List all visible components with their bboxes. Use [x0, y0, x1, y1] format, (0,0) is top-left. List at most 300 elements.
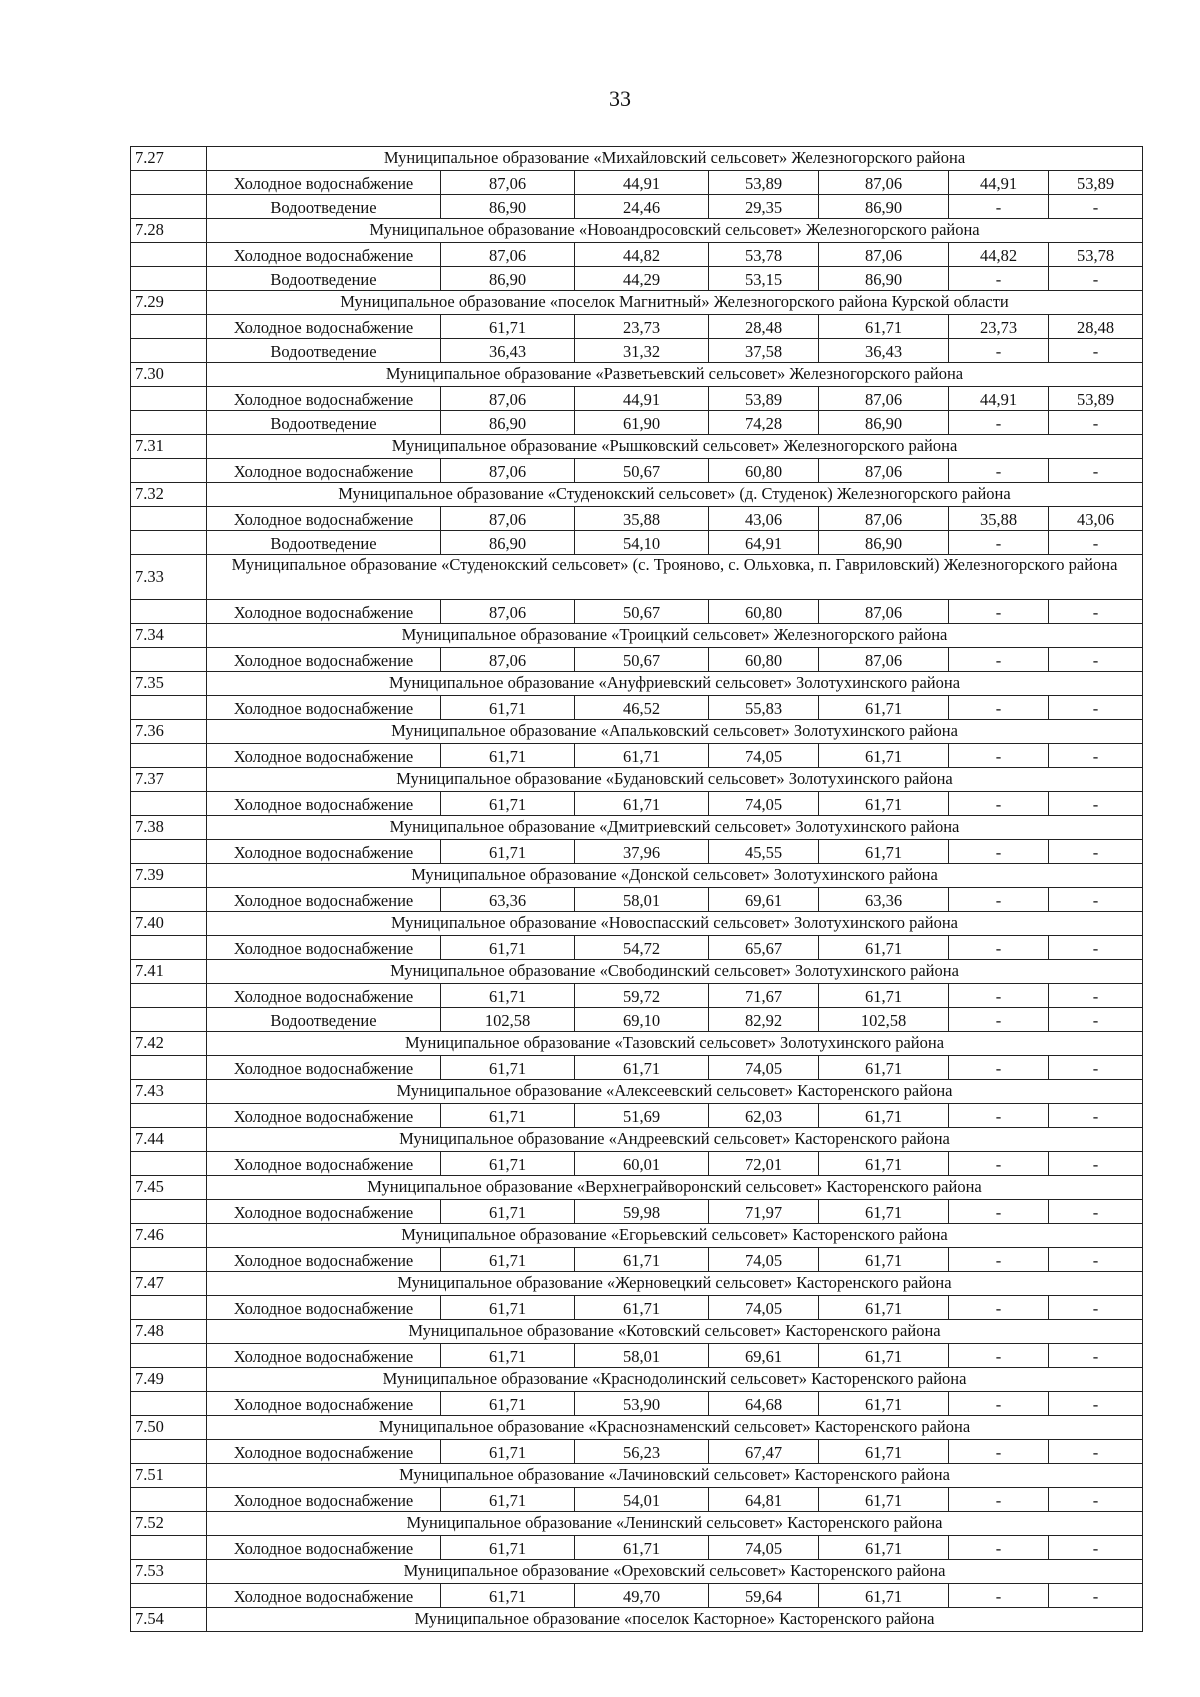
tariff-value: 87,06 [819, 507, 949, 531]
tariff-value: 60,80 [709, 600, 819, 624]
service-name: Водоотведение [207, 267, 441, 291]
page-number: 33 [609, 86, 631, 111]
tariff-value: 61,71 [575, 744, 709, 768]
code-cell-empty [131, 840, 207, 864]
tariff-value: 87,06 [441, 507, 575, 531]
table-row [131, 243, 1143, 267]
tariff-value: 61,71 [819, 1536, 949, 1560]
service-name: Холодное водоснабжение [207, 507, 441, 531]
tariff-value: 59,98 [575, 1200, 709, 1224]
tariff-value: - [949, 1248, 1049, 1272]
section-header-row [131, 672, 1143, 696]
tariff-value: 65,67 [709, 936, 819, 960]
tariff-value: - [949, 696, 1049, 720]
tariff-value: 61,71 [819, 744, 949, 768]
section-header-row [131, 1032, 1143, 1056]
section-code: 7.53 [131, 1560, 207, 1584]
section-header-row [131, 1416, 1143, 1440]
tariff-value: 44,91 [575, 171, 709, 195]
section-title: Муниципальное образование «Донской сельсовет» Золотухинского района [207, 864, 1143, 888]
tariff-value: 61,71 [819, 1248, 949, 1272]
tariff-value: - [949, 792, 1049, 816]
tariff-value: 62,03 [709, 1104, 819, 1128]
tariff-value: 86,90 [819, 195, 949, 219]
code-cell-empty [131, 267, 207, 291]
table-row [131, 1200, 1143, 1224]
tariff-value: 61,71 [575, 1056, 709, 1080]
section-code: 7.50 [131, 1416, 207, 1440]
tariff-value: - [949, 1104, 1049, 1128]
tariff-value: 36,43 [441, 339, 575, 363]
tariff-value: 61,71 [575, 792, 709, 816]
tariff-value: 61,71 [441, 1344, 575, 1368]
service-name: Холодное водоснабжение [207, 1344, 441, 1368]
tariff-value: 60,80 [709, 459, 819, 483]
table-row [131, 648, 1143, 672]
tariff-value: 58,01 [575, 888, 709, 912]
table-row [131, 1104, 1143, 1128]
tariff-value: - [1049, 1344, 1143, 1368]
section-header-row [131, 1272, 1143, 1296]
tariff-value: 61,71 [441, 1104, 575, 1128]
tariff-value: 61,71 [441, 1296, 575, 1320]
tariff-value: 63,36 [441, 888, 575, 912]
section-title: Муниципальное образование «Егорьевский сельсовет» Касторенского района [207, 1224, 1143, 1248]
section-header-row [131, 1080, 1143, 1104]
tariff-value: 74,05 [709, 792, 819, 816]
tariff-value: - [1049, 936, 1143, 960]
tariff-value: 61,71 [819, 1392, 949, 1416]
tariff-value: 87,06 [819, 243, 949, 267]
section-title: Муниципальное образование «Студенокский сельсовет» (д. Студенок) Железногорского района [207, 483, 1143, 507]
tariff-value: 31,32 [575, 339, 709, 363]
section-title: Муниципальное образование «Верхнеграйворонский сельсовет» Касторенского района [207, 1176, 1143, 1200]
tariff-value: 61,71 [819, 840, 949, 864]
section-code: 7.54 [131, 1608, 207, 1632]
tariff-value: 61,71 [819, 1104, 949, 1128]
tariff-value: 50,67 [575, 459, 709, 483]
code-cell-empty [131, 1440, 207, 1464]
tariff-value: 61,71 [575, 1296, 709, 1320]
tariff-value: - [949, 936, 1049, 960]
tariff-value: - [1049, 984, 1143, 1008]
tariff-value: - [1049, 888, 1143, 912]
section-code: 7.36 [131, 720, 207, 744]
service-name: Холодное водоснабжение [207, 1440, 441, 1464]
service-name: Холодное водоснабжение [207, 1536, 441, 1560]
tariff-value: 61,71 [441, 840, 575, 864]
section-header-row [131, 1560, 1143, 1584]
code-cell-empty [131, 1248, 207, 1272]
section-header-row [131, 960, 1143, 984]
service-name: Холодное водоснабжение [207, 840, 441, 864]
table-row [131, 1056, 1143, 1080]
tariff-value: 56,23 [575, 1440, 709, 1464]
code-cell-empty [131, 1392, 207, 1416]
service-name: Холодное водоснабжение [207, 1200, 441, 1224]
service-name: Холодное водоснабжение [207, 1056, 441, 1080]
tariff-value: - [1049, 1296, 1143, 1320]
tariff-value: 60,80 [709, 648, 819, 672]
code-cell-empty [131, 315, 207, 339]
tariff-value: 87,06 [441, 387, 575, 411]
table-row [131, 171, 1143, 195]
section-title: Муниципальное образование «Разветьевский сельсовет» Железногорского района [207, 363, 1143, 387]
tariff-value: 23,73 [575, 315, 709, 339]
section-title: Муниципальное образование «Ануфриевский сельсовет» Золотухинского района [207, 672, 1143, 696]
tariff-value: 87,06 [819, 600, 949, 624]
section-code: 7.39 [131, 864, 207, 888]
table-row [131, 840, 1143, 864]
tariff-value: 86,90 [441, 195, 575, 219]
section-code: 7.38 [131, 816, 207, 840]
tariff-value: 58,01 [575, 1344, 709, 1368]
table-row [131, 1152, 1143, 1176]
table-row [131, 339, 1143, 363]
section-title: Муниципальное образование «Жерновецкий сельсовет» Касторенского района [207, 1272, 1143, 1296]
section-title: Муниципальное образование «Краснознаменский сельсовет» Касторенского района [207, 1416, 1143, 1440]
code-cell-empty [131, 1152, 207, 1176]
tariff-value: 35,88 [949, 507, 1049, 531]
table-body [131, 147, 1143, 1632]
code-cell-empty [131, 531, 207, 555]
tariff-value: - [949, 1056, 1049, 1080]
tariff-value: 50,67 [575, 648, 709, 672]
section-code: 7.40 [131, 912, 207, 936]
tariff-value: 87,06 [819, 648, 949, 672]
section-header-row [131, 1608, 1143, 1632]
table-row [131, 744, 1143, 768]
code-cell-empty [131, 792, 207, 816]
tariff-value: 61,71 [819, 1584, 949, 1608]
service-name: Водоотведение [207, 339, 441, 363]
code-cell-empty [131, 744, 207, 768]
section-code: 7.35 [131, 672, 207, 696]
tariff-value: 102,58 [441, 1008, 575, 1032]
code-cell-empty [131, 888, 207, 912]
tariff-value: 61,71 [819, 792, 949, 816]
tariff-value: 53,89 [709, 387, 819, 411]
section-code: 7.44 [131, 1128, 207, 1152]
tariff-value: - [949, 411, 1049, 435]
section-code: 7.27 [131, 147, 207, 171]
code-cell-empty [131, 648, 207, 672]
tariff-value: 87,06 [819, 387, 949, 411]
section-header-row [131, 219, 1143, 243]
tariff-value: 44,82 [575, 243, 709, 267]
tariff-value: - [1049, 840, 1143, 864]
tariff-value: 87,06 [819, 171, 949, 195]
tariff-value: 24,46 [575, 195, 709, 219]
tariff-value: 53,89 [1049, 171, 1143, 195]
tariff-value: 61,71 [441, 1056, 575, 1080]
tariff-value: - [1049, 648, 1143, 672]
tariff-value: 59,72 [575, 984, 709, 1008]
tariff-value: - [1049, 1200, 1143, 1224]
code-cell-empty [131, 387, 207, 411]
tariff-value: 74,05 [709, 744, 819, 768]
section-code: 7.30 [131, 363, 207, 387]
tariff-value: 72,01 [709, 1152, 819, 1176]
service-name: Холодное водоснабжение [207, 744, 441, 768]
tariff-value: 61,71 [441, 744, 575, 768]
tariff-value: - [1049, 459, 1143, 483]
section-code: 7.29 [131, 291, 207, 315]
code-cell-empty [131, 1104, 207, 1128]
code-cell-empty [131, 1536, 207, 1560]
tariff-value: 61,71 [819, 1152, 949, 1176]
tariff-value: - [949, 1392, 1049, 1416]
table-row [131, 792, 1143, 816]
section-title: Муниципальное образование «Новоспасский сельсовет» Золотухинского района [207, 912, 1143, 936]
table-row [131, 1440, 1143, 1464]
section-header-row [131, 864, 1143, 888]
tariff-value: - [949, 1200, 1049, 1224]
table-row [131, 411, 1143, 435]
tariff-value: 61,71 [819, 1344, 949, 1368]
tariff-value: 61,71 [441, 1440, 575, 1464]
tariff-value: 61,71 [441, 984, 575, 1008]
tariff-value: 53,89 [1049, 387, 1143, 411]
table-row [131, 1344, 1143, 1368]
tariff-value: - [949, 1008, 1049, 1032]
tariff-value: - [1049, 696, 1143, 720]
section-title: Муниципальное образование «Апальковский сельсовет» Золотухинского района [207, 720, 1143, 744]
service-name: Холодное водоснабжение [207, 1584, 441, 1608]
tariff-value: - [949, 744, 1049, 768]
tariff-value: 86,90 [819, 411, 949, 435]
section-code: 7.51 [131, 1464, 207, 1488]
code-cell-empty [131, 195, 207, 219]
tariff-value: - [949, 531, 1049, 555]
tariff-value: 61,71 [819, 1296, 949, 1320]
tariff-value: 55,83 [709, 696, 819, 720]
tariff-value: 44,91 [949, 171, 1049, 195]
service-name: Холодное водоснабжение [207, 1488, 441, 1512]
tariff-value: 61,71 [441, 1248, 575, 1272]
tariff-value: 67,47 [709, 1440, 819, 1464]
service-name: Холодное водоснабжение [207, 1248, 441, 1272]
tariff-value: - [949, 648, 1049, 672]
table-row [131, 1488, 1143, 1512]
tariff-value: - [949, 195, 1049, 219]
service-name: Холодное водоснабжение [207, 792, 441, 816]
section-header-row [131, 555, 1143, 600]
tariff-value: 28,48 [709, 315, 819, 339]
code-cell-empty [131, 1200, 207, 1224]
tariff-value: - [949, 1296, 1049, 1320]
tariff-value: 86,90 [819, 267, 949, 291]
section-title: Муниципальное образование «Дмитриевский сельсовет» Золотухинского района [207, 816, 1143, 840]
section-title: Муниципальное образование «Свободинский сельсовет» Золотухинского района [207, 960, 1143, 984]
tariff-value: 54,72 [575, 936, 709, 960]
tariff-value: 61,71 [441, 792, 575, 816]
section-title: Муниципальное образование «Алексеевский сельсовет» Касторенского района [207, 1080, 1143, 1104]
tariff-value: 64,68 [709, 1392, 819, 1416]
tariff-value: 87,06 [441, 648, 575, 672]
tariff-value: 74,05 [709, 1056, 819, 1080]
tariff-value: 37,96 [575, 840, 709, 864]
code-cell-empty [131, 171, 207, 195]
tariff-value: - [1049, 600, 1143, 624]
service-name: Холодное водоснабжение [207, 1152, 441, 1176]
code-cell-empty [131, 459, 207, 483]
section-code: 7.41 [131, 960, 207, 984]
tariff-value: 61,71 [441, 1392, 575, 1416]
table-row [131, 531, 1143, 555]
section-code: 7.42 [131, 1032, 207, 1056]
code-cell-empty [131, 936, 207, 960]
service-name: Холодное водоснабжение [207, 243, 441, 267]
section-code: 7.47 [131, 1272, 207, 1296]
section-header-row [131, 483, 1143, 507]
tariff-value: 61,71 [441, 1584, 575, 1608]
section-code: 7.31 [131, 435, 207, 459]
tariff-value: 44,91 [949, 387, 1049, 411]
section-header-row [131, 816, 1143, 840]
tariff-value: 43,06 [709, 507, 819, 531]
tariff-value: 69,61 [709, 1344, 819, 1368]
table-row [131, 1584, 1143, 1608]
section-title: Муниципальное образование «Будановский сельсовет» Золотухинского района [207, 768, 1143, 792]
tariff-value: - [949, 1536, 1049, 1560]
tariff-value: 61,71 [819, 1440, 949, 1464]
tariff-value: 82,92 [709, 1008, 819, 1032]
tariff-value: 50,67 [575, 600, 709, 624]
section-header-row [131, 147, 1143, 171]
tariff-value: 35,88 [575, 507, 709, 531]
section-code: 7.43 [131, 1080, 207, 1104]
section-title: Муниципальное образование «Михайловский сельсовет» Железногорского района [207, 147, 1143, 171]
tariff-value: - [1049, 267, 1143, 291]
tariff-value: - [1049, 1008, 1143, 1032]
tariff-value: 87,06 [441, 243, 575, 267]
code-cell-empty [131, 1584, 207, 1608]
section-header-row [131, 624, 1143, 648]
tariff-value: - [1049, 195, 1143, 219]
section-title: Муниципальное образование «Ленинский сельсовет» Касторенского района [207, 1512, 1143, 1536]
tariff-value: - [1049, 1104, 1143, 1128]
tariff-value: 71,97 [709, 1200, 819, 1224]
tariff-value: 61,71 [441, 1200, 575, 1224]
section-title: Муниципальное образование «Ореховский сельсовет» Касторенского района [207, 1560, 1143, 1584]
tariff-value: 64,81 [709, 1488, 819, 1512]
tariff-value: 43,06 [1049, 507, 1143, 531]
code-cell-empty [131, 1296, 207, 1320]
section-title: Муниципальное образование «Троицкий сельсовет» Железногорского района [207, 624, 1143, 648]
tariff-value: 61,90 [575, 411, 709, 435]
section-header-row [131, 912, 1143, 936]
code-cell-empty [131, 339, 207, 363]
tariff-value: 54,01 [575, 1488, 709, 1512]
tariff-value: - [949, 1440, 1049, 1464]
code-cell-empty [131, 507, 207, 531]
section-code: 7.46 [131, 1224, 207, 1248]
tariff-value: 74,28 [709, 411, 819, 435]
tariff-value: 36,43 [819, 339, 949, 363]
tariff-value: - [949, 267, 1049, 291]
section-code: 7.45 [131, 1176, 207, 1200]
tariff-value: 87,06 [819, 459, 949, 483]
tariff-value: - [949, 1152, 1049, 1176]
tariff-value: 44,91 [575, 387, 709, 411]
section-code: 7.34 [131, 624, 207, 648]
table-row [131, 1392, 1143, 1416]
table-row [131, 507, 1143, 531]
tariff-value: - [949, 1584, 1049, 1608]
tariff-value: - [1049, 339, 1143, 363]
service-name: Водоотведение [207, 195, 441, 219]
tariff-value: 60,01 [575, 1152, 709, 1176]
section-header-row [131, 1368, 1143, 1392]
tariff-value: 87,06 [441, 171, 575, 195]
service-name: Водоотведение [207, 1008, 441, 1032]
section-title: Муниципальное образование «Рышковский сельсовет» Железногорского района [207, 435, 1143, 459]
tariff-value: - [949, 1344, 1049, 1368]
code-cell-empty [131, 1008, 207, 1032]
tariff-value: - [1049, 531, 1143, 555]
code-cell-empty [131, 1344, 207, 1368]
section-code: 7.28 [131, 219, 207, 243]
tariff-value: 87,06 [441, 600, 575, 624]
tariff-value: - [1049, 792, 1143, 816]
section-code: 7.37 [131, 768, 207, 792]
code-cell-empty [131, 243, 207, 267]
tariff-value: 86,90 [441, 531, 575, 555]
tariff-value: 61,71 [441, 696, 575, 720]
service-name: Водоотведение [207, 531, 441, 555]
table-row [131, 696, 1143, 720]
tariff-value: 102,58 [819, 1008, 949, 1032]
tariff-value: 69,10 [575, 1008, 709, 1032]
tariff-value: 23,73 [949, 315, 1049, 339]
tariff-value: - [1049, 744, 1143, 768]
service-name: Холодное водоснабжение [207, 315, 441, 339]
table-row [131, 387, 1143, 411]
tariff-value: - [949, 888, 1049, 912]
table-row [131, 984, 1143, 1008]
section-code: 7.49 [131, 1368, 207, 1392]
section-code: 7.33 [131, 555, 207, 600]
tariff-value: 53,15 [709, 267, 819, 291]
tariff-value: 74,05 [709, 1296, 819, 1320]
code-cell-empty [131, 600, 207, 624]
service-name: Холодное водоснабжение [207, 387, 441, 411]
tariff-value: 63,36 [819, 888, 949, 912]
section-header-row [131, 1320, 1143, 1344]
code-cell-empty [131, 984, 207, 1008]
tariff-value: 61,71 [819, 1488, 949, 1512]
tariff-value: 59,64 [709, 1584, 819, 1608]
tariff-value: 61,71 [575, 1248, 709, 1272]
section-title: Муниципальное образование «Студенокский сельсовет» (с. Трояново, с. Ольховка, п. Гавриловский) Железногорского района [207, 555, 1143, 600]
service-name: Холодное водоснабжение [207, 936, 441, 960]
tariff-value: 61,71 [819, 1200, 949, 1224]
tariff-value: 29,35 [709, 195, 819, 219]
table-row [131, 1296, 1143, 1320]
tariff-table [130, 146, 1143, 1632]
table-row [131, 267, 1143, 291]
tariff-value: - [949, 984, 1049, 1008]
table-row [131, 888, 1143, 912]
tariff-value: - [1049, 1440, 1143, 1464]
tariff-value: - [949, 1488, 1049, 1512]
service-name: Холодное водоснабжение [207, 984, 441, 1008]
tariff-value: - [1049, 1152, 1143, 1176]
code-cell-empty [131, 1056, 207, 1080]
tariff-value: - [1049, 1392, 1143, 1416]
tariff-value: 61,71 [441, 1152, 575, 1176]
